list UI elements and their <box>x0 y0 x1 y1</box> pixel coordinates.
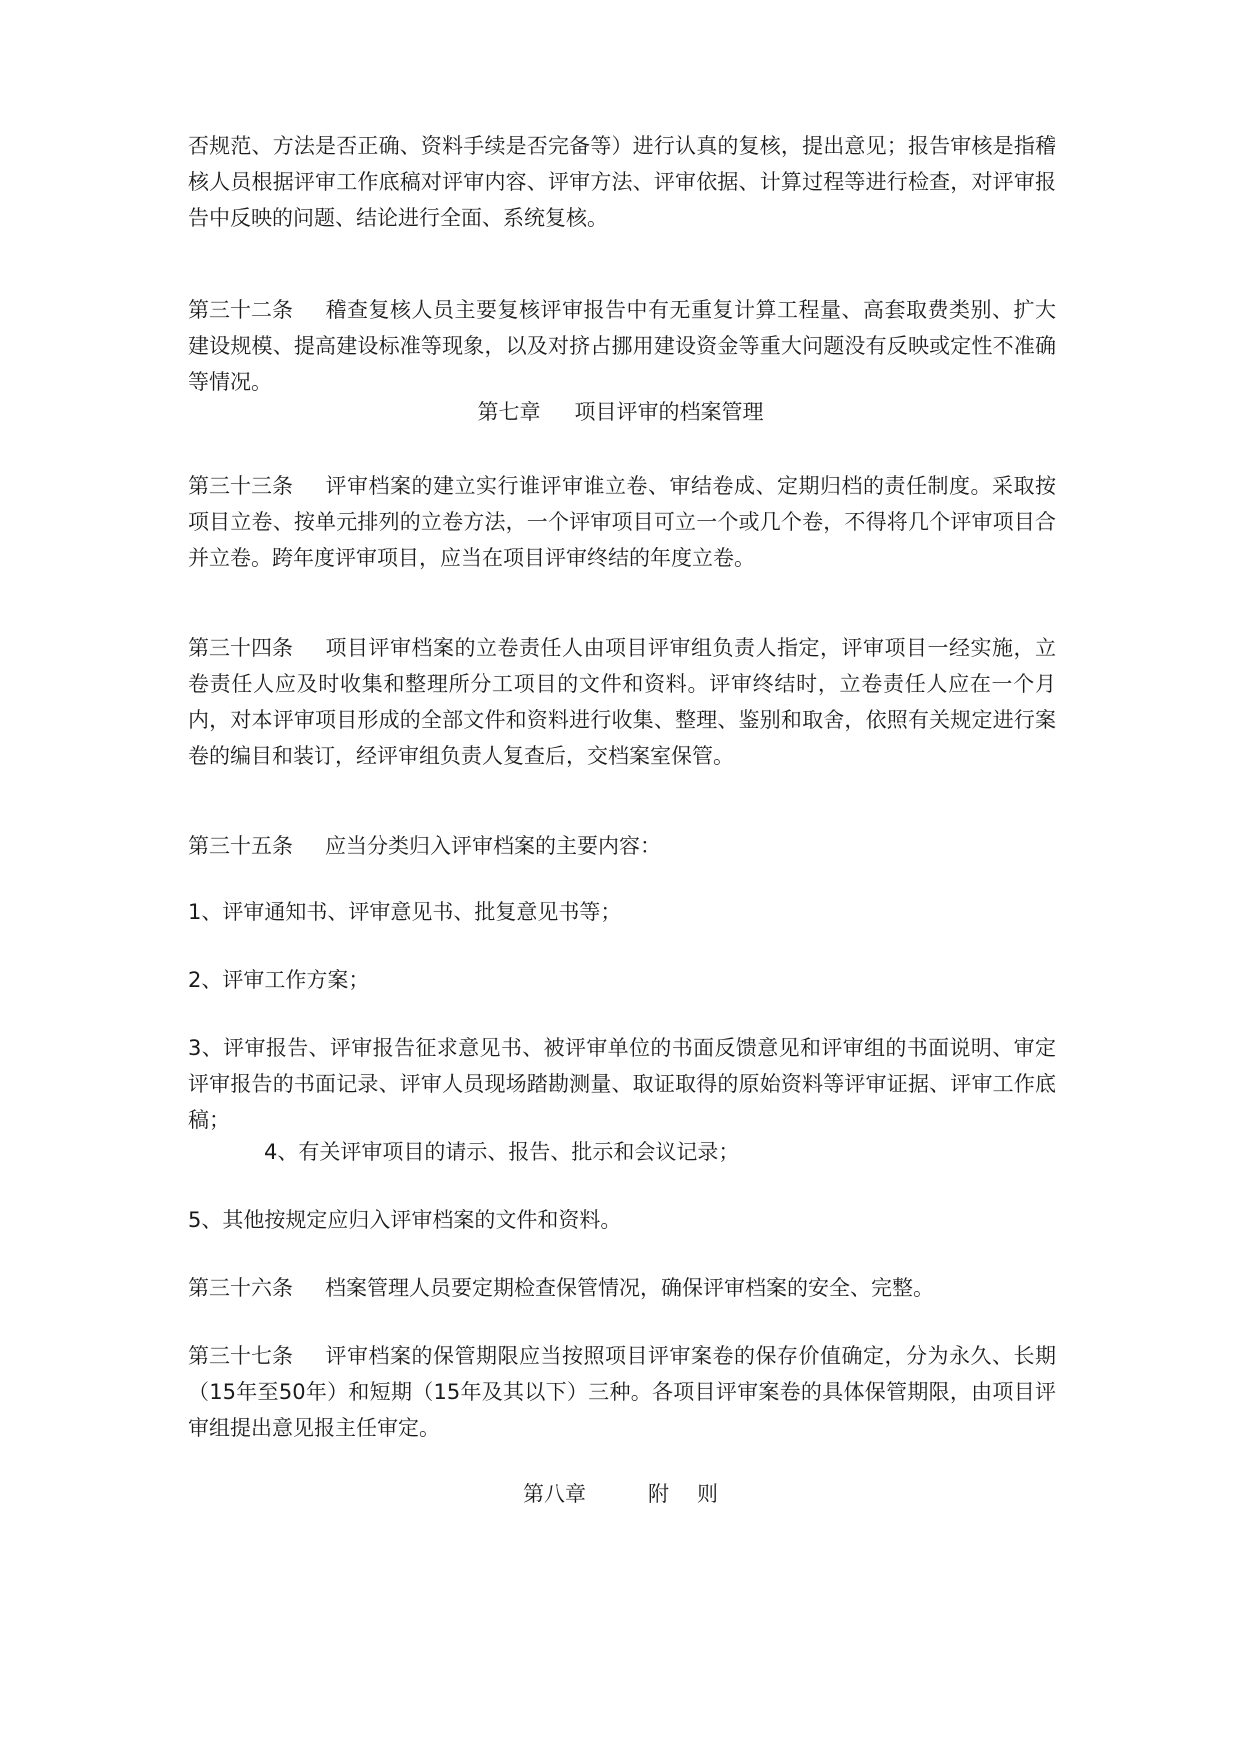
article-number: 第三十四条 <box>188 636 293 660</box>
chapter-7-heading <box>0 394 1241 430</box>
chapter-number: 第八章 <box>523 1482 586 1506</box>
article-number: 第三十七条 <box>188 1344 293 1368</box>
article-text: 应当分类归入评审档案的主要内容： <box>325 834 661 858</box>
article-number: 第三十二条 <box>188 298 293 322</box>
article-number: 第三十五条 <box>188 834 293 858</box>
article-number: 第三十三条 <box>188 474 293 498</box>
article-37 <box>188 1338 1056 1446</box>
list-item-4: 4、有关评审项目的请示、报告、批示和会议记录； <box>264 1140 740 1164</box>
chapter-title-part-2: 则 <box>697 1482 718 1506</box>
article-36 <box>188 1270 1056 1306</box>
article-32 <box>188 292 1056 400</box>
list-item-3: 3、评审报告、评审报告征求意见书、被评审单位的书面反馈意见和评审组的书面说明、审定评审报告的书面记录、评审人员现场踏勘测量、取证取得的原始资料等评审证据、评审工作底稿； <box>188 1036 1056 1132</box>
chapter-title-part-1: 附 <box>648 1482 669 1506</box>
article-text: 稽查复核人员主要复核评审报告中有无重复计算工程量、高套取费类别、扩大建设规模、提高建设标准等现象，以及对挤占挪用建设资金等重大问题没有反映或定性不准确等情况。 <box>188 298 1056 394</box>
list-item-2: 2、评审工作方案； <box>188 968 370 992</box>
list-item-5: 5、其他按规定应归入评审档案的文件和资料。 <box>188 1208 622 1232</box>
article-35 <box>188 828 1056 864</box>
article-text: 项目评审档案的立卷责任人由项目评审组负责人指定，评审项目一经实施，立卷责任人应及时收集和整理所分工项目的文件和资料。评审终结时，立卷责任人应在一个月内，对本评审项目形成的全部文件和资料进行收集、整理、鉴别和取舍，依照有关规定进行案卷的编目和装订，经评审组负责人复查后，交档案室保管。 <box>188 636 1056 768</box>
article-33 <box>188 468 1056 576</box>
chapter-number: 第七章 <box>477 400 541 424</box>
paragraph-continuation: 否规范、方法是否正确、资料手续是否完备等）进行认真的复核，提出意见；报告审核是指稽核人员根据评审工作底稿对评审内容、评审方法、评审依据、计算过程等进行检查，对评审报告中反映的问题、结论进行全面、系统复核。 <box>188 134 1056 230</box>
article-34 <box>188 630 1056 774</box>
article-number: 第三十六条 <box>188 1276 293 1300</box>
article-text: 评审档案的保管期限应当按照项目评审案卷的保存价值确定，分为永久、长期（15年至50年）和短期（15年及其以下）三种。各项目评审案卷的具体保管期限，由项目评审组提出意见报主任审定。 <box>188 1344 1056 1440</box>
chapter-title: 项目评审的档案管理 <box>574 400 764 424</box>
list-item-1: 1、评审通知书、评审意见书、批复意见书等； <box>188 900 622 924</box>
article-text: 档案管理人员要定期检查保管情况，确保评审档案的安全、完整。 <box>325 1276 934 1300</box>
article-text: 评审档案的建立实行谁评审谁立卷、审结卷成、定期归档的责任制度。采取按项目立卷、按单元排列的立卷方法，一个评审项目可立一个或几个卷，不得将几个评审项目合并立卷。跨年度评审项目，应当在项目评审终结的年度立卷。 <box>188 474 1056 570</box>
chapter-8-heading <box>0 1476 1241 1512</box>
